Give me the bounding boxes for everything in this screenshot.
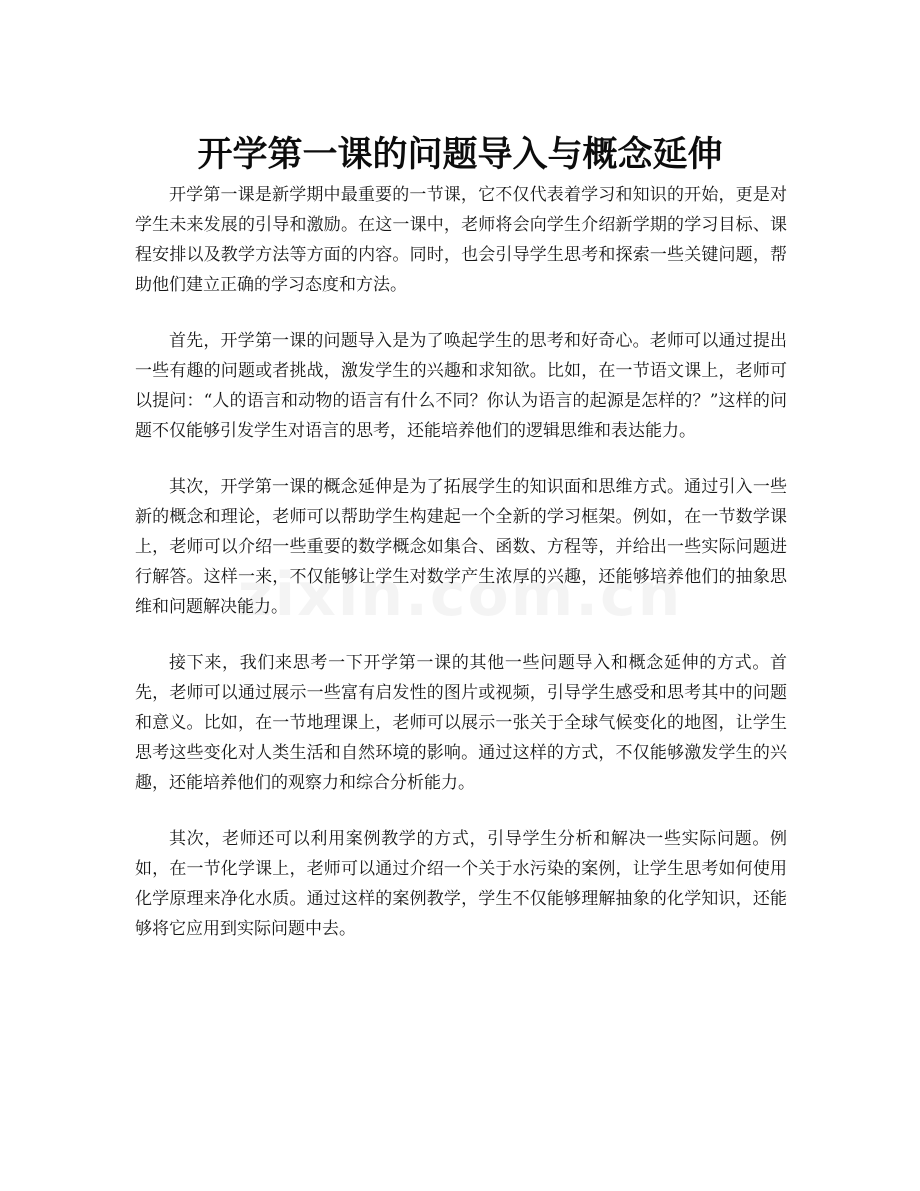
document-title: 开学第一课的问题导入与概念延伸	[197, 135, 723, 176]
document-body	[135, 180, 787, 970]
paragraph-1: 开学第一课是新学期中最重要的一节课，它不仅代表着学习和知识的开始，更是对学生未来发展的引导和激励。在这一课中，老师将会向学生介绍新学期的学习目标、课程安排以及教学方法等方面的内容。同时，也会引导学生思考和探索一些关键问题，帮助他们建立正确的学习态度和方法。	[135, 185, 787, 295]
paragraph-5: 其次，老师还可以利用案例教学的方式，引导学生分析和解决一些实际问题。例如，在一节化学课上，老师可以通过介绍一个关于水污染的案例，让学生思考如何使用化学原理来净化水质。通过这样的案例教学，学生不仅能够理解抽象的化学知识，还能够将它应用到实际问题中去。	[135, 829, 787, 939]
paragraph-3: 其次，开学第一课的概念延伸是为了拓展学生的知识面和思维方式。通过引入一些新的概念和理论，老师可以帮助学生构建起一个全新的学习框架。例如，在一节数学课上，老师可以介绍一些重要的数学概念如集合、函数、方程等，并给出一些实际问题进行解答。这样一来，不仅能够让学生对数学产生浓厚的兴趣，还能够培养他们的抽象思维和问题解决能力。	[135, 477, 787, 617]
paragraph-4: 接下来，我们来思考一下开学第一课的其他一些问题导入和概念延伸的方式。首先，老师可以通过展示一些富有启发性的图片或视频，引导学生感受和思考其中的问题和意义。比如，在一节地理课上，老师可以展示一张关于全球气候变化的地图，让学生思考这些变化对人类生活和自然环境的影响。通过这样的方式，不仅能够激发学生的兴趣，还能培养他们的观察力和综合分析能力。	[135, 653, 787, 793]
paragraph-2: 首先，开学第一课的问题导入是为了唤起学生的思考和好奇心。老师可以通过提出一些有趣的问题或者挑战，激发学生的兴趣和求知欲。比如，在一节语文课上，老师可以提问：“人的语言和动物的语言有什么不同？你认为语言的起源是怎样的？”这样的问题不仅能够引发学生对语言的思考，还能培养他们的逻辑思维和表达能力。	[135, 331, 787, 441]
